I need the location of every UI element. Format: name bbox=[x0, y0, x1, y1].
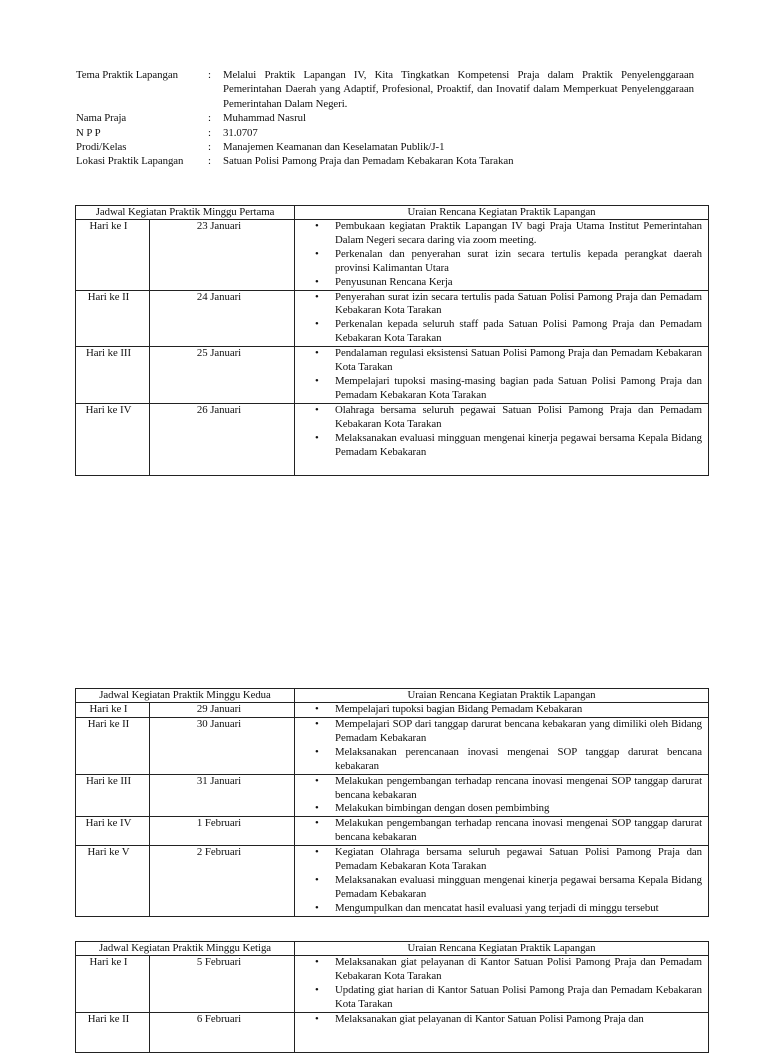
activity-list bbox=[335, 718, 702, 774]
info-label: Tema Praktik Lapangan bbox=[76, 69, 178, 81]
table-row bbox=[76, 403, 709, 475]
day-cell: Hari ke I bbox=[76, 703, 150, 718]
activities-cell bbox=[295, 718, 709, 775]
date-cell: 30 Januari bbox=[150, 718, 295, 775]
activity-item: • Melaksanakan giat pelayanan di Kantor Satuan Polisi Pamong Praja dan bbox=[335, 1013, 702, 1027]
date-cell: 31 Januari bbox=[150, 774, 295, 817]
table-row bbox=[76, 718, 709, 775]
day-cell: Hari ke IV bbox=[76, 817, 150, 846]
activities-cell bbox=[295, 347, 709, 404]
schedule-table-week-3 bbox=[75, 941, 709, 1053]
student-info bbox=[76, 68, 694, 169]
day-cell: Hari ke III bbox=[76, 347, 150, 404]
activity-list bbox=[335, 291, 702, 347]
activities-cell bbox=[295, 403, 709, 475]
activity-item: • Pembukaan kegiatan Praktik Lapangan IV bagi Praja Utama Institut Pemerintahan Dalam Negeri secara daring via zoom meeting. bbox=[335, 220, 702, 248]
table-row bbox=[76, 220, 709, 291]
table-row bbox=[76, 347, 709, 404]
schedule-header: Jadwal Kegiatan Praktik Minggu Kedua bbox=[76, 689, 295, 703]
date-cell: 1 Februari bbox=[150, 817, 295, 846]
info-value: Melalui Praktik Lapangan IV, Kita Tingkatkan Kompetensi Praja dalam Praktik Penyelenggaraan Pemerintahan Daerah yang Adaptif, Profesional, Proaktif, dan Inovatif dalam Memperkuat Penyelenggaraan Pemerintahan Dalam Negeri. bbox=[223, 69, 694, 110]
activity-item: • Melaksanakan giat pelayanan di Kantor Satuan Polisi Pamong Praja dan Pemadam Kebakaran Kota Tarakan bbox=[335, 956, 702, 984]
activities-cell bbox=[295, 290, 709, 347]
date-cell: 23 Januari bbox=[150, 220, 295, 291]
activity-item: • Olahraga bersama seluruh pegawai Satuan Polisi Pamong Praja dan Pemadam Kebakaran Kota Tarakan bbox=[335, 404, 702, 432]
date-cell: 2 Februari bbox=[150, 846, 295, 917]
activity-item: • Melaksanakan evaluasi mingguan mengenai kinerja pegawai bersama Kepala Bidang Pemadam Kebakaran bbox=[335, 874, 702, 902]
activities-cell bbox=[295, 220, 709, 291]
activity-item: • Melaksanakan perencanaan inovasi mengenai SOP tanggap darurat bencana kebakaran bbox=[335, 746, 702, 774]
activities-cell bbox=[295, 956, 709, 1013]
info-row bbox=[76, 68, 694, 111]
table-row bbox=[76, 290, 709, 347]
day-cell: Hari ke IV bbox=[76, 403, 150, 475]
date-cell: 29 Januari bbox=[150, 703, 295, 718]
table-header-row bbox=[76, 942, 709, 956]
activity-item: • Melakukan bimbingan dengan dosen pembimbing bbox=[335, 802, 702, 816]
activity-item: • Melakukan pengembangan terhadap rencana inovasi mengenai SOP tanggap darurat bencana kebakaran bbox=[335, 817, 702, 845]
day-cell: Hari ke V bbox=[76, 846, 150, 917]
activities-header: Uraian Rencana Kegiatan Praktik Lapangan bbox=[295, 942, 709, 956]
info-colon: : bbox=[208, 155, 211, 168]
info-label: Prodi/Kelas bbox=[76, 141, 127, 154]
activities-cell bbox=[295, 817, 709, 846]
date-cell: 26 Januari bbox=[150, 403, 295, 475]
info-label: N P P bbox=[76, 126, 101, 139]
activity-item: • Mempelajari SOP dari tanggap darurat bencana kebakaran yang dimiliki oleh Bidang Pemadam Kebakaran bbox=[335, 718, 702, 746]
info-row bbox=[76, 140, 694, 154]
info-colon: : bbox=[208, 69, 211, 81]
activity-list bbox=[335, 846, 702, 916]
activities-header: Uraian Rencana Kegiatan Praktik Lapangan bbox=[295, 689, 709, 703]
activities-header: Uraian Rencana Kegiatan Praktik Lapangan bbox=[295, 206, 709, 220]
activity-list bbox=[335, 404, 702, 460]
info-colon: : bbox=[208, 112, 211, 125]
schedule-table-week-2 bbox=[75, 688, 709, 917]
date-cell: 25 Januari bbox=[150, 347, 295, 404]
info-value: 31.0707 bbox=[223, 126, 258, 139]
activity-item: • Mengumpulkan dan mencatat hasil evaluasi yang terjadi di minggu tersebut bbox=[335, 902, 702, 916]
info-row bbox=[76, 126, 694, 140]
info-row bbox=[76, 111, 694, 125]
table-header-row bbox=[76, 689, 709, 703]
date-cell: 24 Januari bbox=[150, 290, 295, 347]
info-value: Satuan Polisi Pamong Praja dan Pemadam Kebakaran Kota Tarakan bbox=[223, 155, 514, 168]
day-cell: Hari ke I bbox=[76, 956, 150, 1013]
activity-list bbox=[335, 1013, 702, 1027]
activity-item: • Updating giat harian di Kantor Satuan Polisi Pamong Praja dan Pemadam Kebakaran Kota Tarakan bbox=[335, 984, 702, 1012]
date-cell: 6 Februari bbox=[150, 1012, 295, 1052]
info-colon: : bbox=[208, 141, 211, 154]
activities-cell bbox=[295, 774, 709, 817]
day-cell: Hari ke II bbox=[76, 1012, 150, 1052]
table-row bbox=[76, 817, 709, 846]
table-header-row bbox=[76, 206, 709, 220]
date-cell: 5 Februari bbox=[150, 956, 295, 1013]
day-cell: Hari ke I bbox=[76, 220, 150, 291]
day-cell: Hari ke II bbox=[76, 290, 150, 347]
info-value: Manajemen Keamanan dan Keselamatan Publik/J-1 bbox=[223, 141, 445, 154]
table-row bbox=[76, 774, 709, 817]
day-cell: Hari ke III bbox=[76, 774, 150, 817]
schedule-header: Jadwal Kegiatan Praktik Minggu Pertama bbox=[76, 206, 295, 220]
table-row bbox=[76, 846, 709, 917]
activity-item: • Penyerahan surat izin secara tertulis pada Satuan Polisi Pamong Praja dan Pemadam Kebakaran Kota Tarakan bbox=[335, 291, 702, 319]
activities-cell bbox=[295, 703, 709, 718]
activity-item: • Mempelajari tupoksi bagian Bidang Pemadam Kebakaran bbox=[335, 703, 702, 717]
activity-item: • Melaksanakan evaluasi mingguan mengenai kinerja pegawai bersama Kepala Bidang Pemadam Kebakaran bbox=[335, 432, 702, 460]
day-cell: Hari ke II bbox=[76, 718, 150, 775]
schedule-header: Jadwal Kegiatan Praktik Minggu Ketiga bbox=[76, 942, 295, 956]
activity-list bbox=[335, 775, 702, 817]
schedule-table-week-1 bbox=[75, 205, 709, 476]
activity-item: • Perkenalan kepada seluruh staff pada Satuan Polisi Pamong Praja dan Pemadam Kebakaran Kota Tarakan bbox=[335, 318, 702, 346]
activity-list bbox=[335, 220, 702, 290]
info-colon: : bbox=[208, 126, 211, 139]
activity-item: • Kegiatan Olahraga bersama seluruh pegawai Satuan Polisi Pamong Praja dan Pemadam Kebakaran Kota Tarakan bbox=[335, 846, 702, 874]
activity-list bbox=[335, 347, 702, 403]
activity-item: • Perkenalan dan penyerahan surat izin secara tertulis kepada perangkat daerah provinsi Kalimantan Utara bbox=[335, 248, 702, 276]
info-value: Muhammad Nasrul bbox=[223, 112, 306, 125]
activities-cell bbox=[295, 1012, 709, 1052]
activity-item: • Pendalaman regulasi eksistensi Satuan Polisi Pamong Praja dan Pemadam Kebakaran Kota Tarakan bbox=[335, 347, 702, 375]
table-row bbox=[76, 703, 709, 718]
activities-cell bbox=[295, 846, 709, 917]
info-row bbox=[76, 154, 694, 168]
activity-item: • Mempelajari tupoksi masing-masing bagian pada Satuan Polisi Pamong Praja dan Pemadam Kebakaran Kota Tarakan bbox=[335, 375, 702, 403]
activity-list bbox=[335, 703, 702, 717]
activity-list bbox=[335, 956, 702, 1012]
info-label: Lokasi Praktik Lapangan bbox=[76, 155, 184, 168]
activity-item: • Melakukan pengembangan terhadap rencana inovasi mengenai SOP tanggap darurat bencana kebakaran bbox=[335, 775, 702, 803]
table-row bbox=[76, 1012, 709, 1052]
info-label: Nama Praja bbox=[76, 112, 127, 125]
activity-list bbox=[335, 817, 702, 845]
table-row bbox=[76, 956, 709, 1013]
activity-item: • Penyusunan Rencana Kerja bbox=[335, 276, 702, 290]
